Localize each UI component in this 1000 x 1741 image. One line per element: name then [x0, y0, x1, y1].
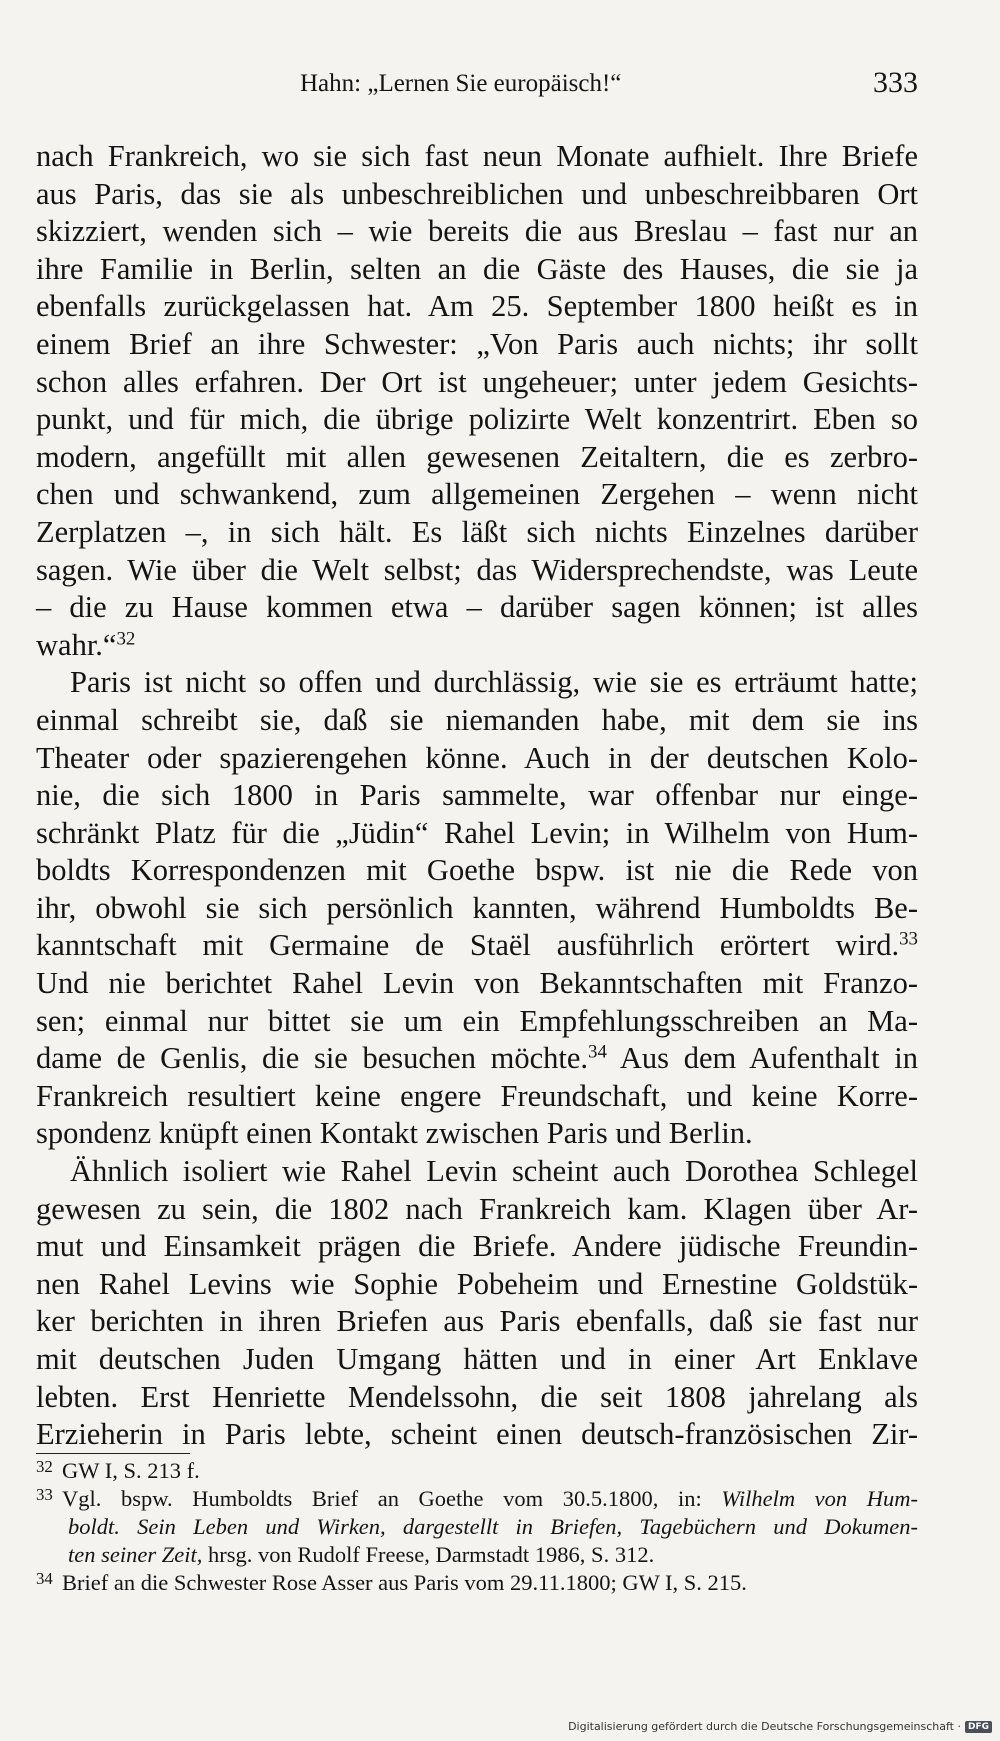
- footnote-line: 32 GW I, S. 213 f.: [36, 1457, 200, 1483]
- text-line: Zerplatzen –, in sich hält. Es läßt sich nichts Einzelnes darüber: [36, 514, 918, 549]
- footnote-text: GW I, S. 213 f.: [62, 1458, 200, 1483]
- text-line: schon alles erfahren. Der Ort ist ungeheuer; unter jedem Gesichts-: [36, 364, 918, 399]
- text-line: Erzieherin in Paris lebte, scheint einen deutsch-französischen Zir-: [36, 1417, 918, 1452]
- text-line: nie, die sich 1800 in Paris sammelte, war offenbar nur einge-: [36, 778, 918, 813]
- text-line: ihr, obwohl sie sich persönlich kannten, während Humboldts Be-: [36, 890, 918, 925]
- text-line: ker berichten in ihren Briefen aus Paris ebenfalls, daß sie fast nur: [36, 1304, 918, 1339]
- text-line: Frankreich resultiert keine engere Freundschaft, und keine Korre-: [36, 1078, 918, 1113]
- text-line: schränkt Platz für die „Jüdin“ Rahel Levin; in Wilhelm von Hum-: [36, 815, 918, 850]
- text-line: modern, angefüllt mit allen gewesenen Zeitaltern, die es zerbro-: [36, 439, 918, 474]
- text-line: gewesen zu sein, die 1802 nach Frankreich kam. Klagen über Ar-: [36, 1191, 918, 1226]
- text-line: skizziert, wenden sich – wie bereits die aus Breslau – fast nur an: [36, 214, 918, 249]
- dfg-logo: DFG: [965, 1721, 992, 1733]
- footnote-line: 34 Brief an die Schwester Rose Asser aus Paris vom 29.11.1800; GW I, S. 215.: [36, 1569, 747, 1595]
- footnote-text: hrsg. von Rudolf Freese, Darmstadt 1986, S. 312.: [202, 1542, 655, 1567]
- footnote-32: [36, 1457, 918, 1485]
- footnote-title-italic: Wilhelm von Hum-: [721, 1486, 919, 1511]
- digitization-credit: [568, 1720, 992, 1733]
- text-line: ebenfalls zurückgelassen hat. Am 25. September 1800 heißt es in: [36, 289, 918, 324]
- footnote-ref-32[interactable]: 32: [116, 628, 136, 650]
- text-line: lebten. Erst Henriette Mendelssohn, die seit 1808 jahrelang als: [36, 1379, 918, 1414]
- text-line: nen Rahel Levins wie Sophie Pobeheim und Ernestine Goldstük-: [36, 1266, 918, 1301]
- footnote-line: 33 Vgl. bspw. Humboldts Brief an Goethe vom 30.5.1800, in: Wilhelm von Hum-: [36, 1485, 919, 1511]
- paragraph-start-line: Ähnlich isoliert wie Rahel Levin scheint auch Dorothea Schlegel: [70, 1154, 918, 1189]
- main-text: [36, 138, 918, 1454]
- footnote-text: Brief an die Schwester Rose Asser aus Paris vom 29.11.1800; GW I, S. 215.: [62, 1570, 747, 1595]
- text-line: punkt, und für mich, die übrige polizirte Welt konzentrirt. Eben so: [36, 402, 918, 437]
- footnote-34: [36, 1569, 918, 1597]
- footnote-title-italic: ten seiner Zeit,: [68, 1542, 203, 1567]
- running-head: [300, 66, 918, 106]
- paragraph-start-line: Paris ist nicht so offen und durchlässig, wie sie es erträumt hatte;: [70, 665, 918, 700]
- footnote-line: [36, 1541, 918, 1569]
- text-line: einmal schreibt sie, daß sie niemanden habe, mit dem sie ins: [36, 702, 918, 737]
- text-line: sagen. Wie über die Welt selbst; das Widersprechendste, was Leute: [36, 552, 918, 587]
- text-line: Und nie berichtet Rahel Levin von Bekanntschaften mit Franzo-: [36, 966, 918, 1001]
- running-title: Hahn: „Lernen Sie europäisch!“: [300, 70, 622, 97]
- footnote-33: [36, 1485, 918, 1569]
- text-line: aus Paris, das sie als unbeschreiblichen und unbeschreibbaren Ort: [36, 176, 918, 211]
- text-line: [36, 1040, 918, 1078]
- text-line: mut und Einsamkeit prägen die Briefe. Andere jüdische Freundin-: [36, 1229, 918, 1264]
- text-line: [36, 627, 918, 665]
- text-line: nach Frankreich, wo sie sich fast neun Monate aufhielt. Ihre Briefe: [36, 139, 918, 173]
- text-line: spondenz knüpft einen Kontakt zwischen Paris und Berlin.: [36, 1116, 753, 1151]
- footnote-ref-34[interactable]: 34: [588, 1041, 607, 1063]
- text-line: [36, 927, 918, 965]
- text-line: ihre Familie in Berlin, selten an die Gäste des Hauses, die sie ja: [36, 251, 918, 286]
- footnote-ref-33[interactable]: 33: [899, 929, 918, 951]
- page-number: 333: [873, 66, 918, 99]
- text-line: boldts Korrespondenzen mit Goethe bspw. ist nie die Rede von: [36, 853, 918, 888]
- footnote-text: Vgl. bspw. Humboldts Brief an Goethe vom 30.5.1800, in:: [62, 1486, 722, 1511]
- text-fragment: kanntschaft mit Germaine de Staël ausführlich erörtert wird.: [36, 928, 900, 963]
- text-line: Theater oder spazierengehen könne. Auch in der deutschen Kolo-: [36, 740, 918, 775]
- credit-text: Digitalisierung gefördert durch die Deutsche Forschungsgemeinschaft ·: [568, 1720, 961, 1733]
- footnotes: [36, 1457, 918, 1597]
- text-line: sen; einmal nur bittet sie um ein Empfehlungsschreiben an Ma-: [36, 1003, 918, 1038]
- text-line: – die zu Hause kommen etwa – darüber sagen können; ist alles: [36, 590, 918, 625]
- footnote-line: boldt. Sein Leben und Wirken, dargestellt in Briefen, Tagebüchern und Dokumen-: [68, 1514, 918, 1539]
- text-fragment: Aus dem Aufenthalt in: [606, 1041, 918, 1076]
- text-line: mit deutschen Juden Umgang hätten und in einer Art Enklave: [36, 1342, 918, 1376]
- footnote-rule: [36, 1453, 190, 1454]
- text-line: einem Brief an ihre Schwester: „Von Paris auch nichts; ihr sollt: [36, 326, 918, 361]
- text-fragment: wahr.“: [36, 627, 117, 662]
- text-line: chen und schwankend, zum allgemeinen Zergehen – wenn nicht: [36, 477, 918, 512]
- text-fragment: dame de Genlis, die sie besuchen möchte.: [36, 1041, 589, 1076]
